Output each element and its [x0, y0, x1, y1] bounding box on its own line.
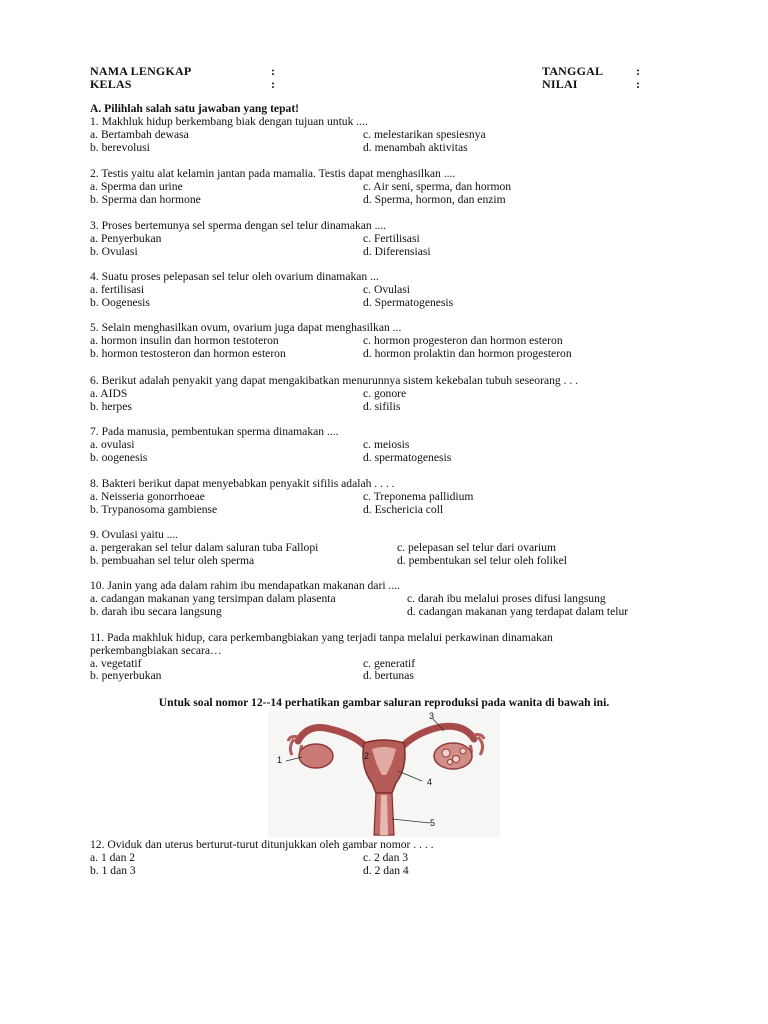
question-stem: 7. Pada manusia, pembentukan sperma dinamakan ....	[90, 425, 339, 438]
score-label: NILAI	[542, 77, 578, 91]
option-b: b. darah ibu secara langsung	[90, 604, 222, 618]
question-3	[90, 220, 710, 258]
figure-label-4: 4	[427, 777, 433, 787]
option-d: d. pembentukan sel telur oleh folikel	[397, 553, 567, 567]
figure-label-2: 2	[364, 751, 370, 761]
option-a: a. fertilisasi	[90, 282, 145, 296]
name-colon: :	[271, 64, 276, 78]
question-stem: 1. Makhluk hidup berkembang biak dengan tujuan untuk ....	[90, 115, 368, 128]
question-stem: 4. Suatu proses pelepasan sel telur oleh ovarium dinamakan ...	[90, 270, 379, 283]
option-b: b. 1 dan 3	[90, 863, 136, 877]
option-b: b. Ovulasi	[90, 244, 138, 258]
question-12	[90, 839, 710, 877]
reproductive-tract-figure	[268, 711, 500, 837]
option-a: a. 1 dan 2	[90, 850, 136, 864]
option-b: b. pembuahan sel telur oleh sperma	[90, 553, 255, 567]
figure-label-5: 5	[430, 818, 436, 828]
question-1	[90, 116, 710, 154]
option-a: a. cadangan makanan yang tersimpan dalam plasenta	[90, 591, 336, 605]
question-9	[90, 529, 710, 567]
option-b: b. Trypanosoma gambiense	[90, 502, 218, 516]
name-label: NAMA LENGKAP	[90, 64, 192, 78]
option-d: d. cadangan makanan yang terdapat dalam telur	[407, 604, 629, 618]
option-d: d. Sperma, hormon, dan enzim	[363, 192, 506, 206]
class-label: KELAS	[90, 77, 132, 91]
option-d: d. menambah aktivitas	[363, 140, 468, 154]
option-c: c. meiosis	[363, 437, 410, 451]
question-stem: 11. Pada makhluk hidup, cara perkembangbiakan yang terjadi tanpa melalui perkawinan dinamakan	[90, 631, 553, 644]
option-a: a. Penyerbukan	[90, 231, 162, 245]
question-11	[90, 632, 710, 683]
question-stem: 6. Berikut adalah penyakit yang dapat mengakibatkan menurunnya sistem kekebalan tubuh seseorang . . .	[90, 374, 579, 387]
option-c: c. generatif	[363, 656, 416, 670]
option-a: a. hormon insulin dan hormon testoteron	[90, 333, 279, 347]
option-a: a. ovulasi	[90, 437, 135, 451]
question-6	[90, 375, 710, 413]
question-stem: 8. Bakteri berikut dapat menyebabkan penyakit sifilis adalah . . . .	[90, 477, 395, 490]
question-stem: 2. Testis yaitu alat kelamin jantan pada mamalia. Testis dapat menghasilkan ....	[90, 167, 456, 180]
question-2	[90, 168, 710, 206]
option-b: b. herpes	[90, 399, 132, 413]
option-b: b. penyerbukan	[90, 669, 162, 683]
option-a: a. vegetatif	[90, 656, 142, 670]
option-a: a. Sperma dan urine	[90, 179, 183, 193]
option-c: c. melestarikan spesiesnya	[363, 127, 486, 141]
option-b: b. hormon testosteron dan hormon esteron	[90, 346, 286, 360]
option-d: d. Eschericia coll	[363, 502, 444, 516]
option-c: c. gonore	[363, 386, 407, 400]
option-b: b. Oogenesis	[90, 295, 150, 309]
option-c: c. hormon progesteron dan hormon esteron	[363, 333, 563, 347]
option-c: c. darah ibu melalui proses difusi langsung	[407, 591, 606, 605]
question-stem: 12. Oviduk dan uterus berturut-turut ditunjukkan oleh gambar nomor . . . .	[90, 838, 434, 851]
figure-label-1: 1	[277, 755, 283, 765]
option-d: d. 2 dan 4	[363, 863, 409, 877]
question-stem: 5. Selain menghasilkan ovum, ovarium juga dapat menghasilkan ...	[90, 321, 402, 334]
date-colon: :	[636, 64, 641, 78]
option-a: a. Neisseria gonorrhoeae	[90, 489, 205, 503]
option-b: b. oogenesis	[90, 450, 148, 464]
option-c: c. Fertilisasi	[363, 231, 420, 245]
option-d: d. Spermatogenesis	[363, 295, 454, 309]
class-colon: :	[271, 77, 276, 91]
option-c: c. Air seni, sperma, dan hormon	[363, 179, 512, 193]
question-5	[90, 322, 710, 360]
option-a: a. pergerakan sel telur dalam saluran tuba Fallopi	[90, 540, 319, 554]
question-8	[90, 478, 710, 516]
option-d: d. bertunas	[363, 669, 414, 683]
option-b: b. berevolusi	[90, 140, 150, 154]
figure-label-3: 3	[429, 711, 435, 721]
figure-instruction: Untuk soal nomor 12--14 perhatikan gambar saluran reproduksi pada wanita di bawah ini.	[158, 696, 610, 709]
option-a: a. Bertambah dewasa	[90, 127, 189, 141]
option-c: c. 2 dan 3	[363, 850, 409, 864]
question-10	[90, 580, 710, 618]
option-c: c. Treponema pallidium	[363, 489, 474, 503]
option-d: d. hormon prolaktin dan hormon progesteron	[363, 346, 572, 360]
score-colon: :	[636, 77, 641, 91]
option-b: b. Sperma dan hormone	[90, 192, 201, 206]
option-a: a. AIDS	[90, 386, 128, 400]
question-stem-continued: perkembangbiakan secara…	[90, 643, 222, 657]
option-d: d. spermatogenesis	[363, 450, 452, 464]
question-stem: 3. Proses bertemunya sel sperma dengan sel telur dinamakan ....	[90, 219, 387, 232]
question-stem: 10. Janin yang ada dalam rahim ibu mendapatkan makanan dari ....	[90, 579, 401, 592]
option-c: c. pelepasan sel telur dari ovarium	[397, 540, 557, 554]
question-stem: 9. Ovulasi yaitu ....	[90, 528, 179, 541]
question-4	[90, 271, 710, 309]
option-d: d. Diferensiasi	[363, 244, 431, 258]
option-d: d. sifilis	[363, 399, 401, 413]
date-label: TANGGAL	[542, 64, 604, 78]
section-a-title: A. Pilihlah salah satu jawaban yang tepat!	[90, 102, 300, 115]
question-7	[90, 426, 710, 464]
option-c: c. Ovulasi	[363, 282, 411, 296]
